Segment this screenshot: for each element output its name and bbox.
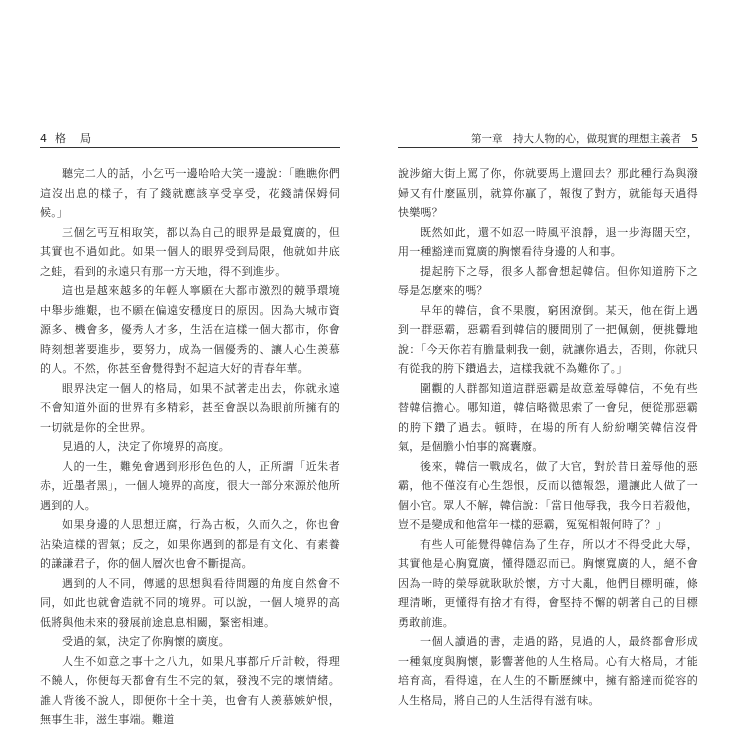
paragraph: 提起胯下之辱，很多人都會想起韓信。但你知道胯下之辱是怎麼來的嗎？ [398, 264, 698, 297]
paragraph: 見過的人，決定了你境界的高度。 [62, 440, 230, 453]
left-header-rule [40, 147, 340, 148]
right-page-number: 5 [691, 131, 698, 145]
left-running-title: 格局 [55, 132, 105, 145]
left-page-number: 4 [40, 131, 47, 145]
paragraph: 人生不如意之事十之八九，如果凡事都斤斤計較，得理不饒人，你便每天都會有生不完的氣，發洩不完的壞情緒。誰人背後不說人，即便你十全十美，也會有人羨慕嫉妒恨，無事生非，滋生事端。難道 [40, 654, 340, 726]
paragraph: 眼界決定一個人的格局，如果不試著走出去，你就永遠不會知道外面的世界有多精彩，甚至會誤以為眼前所擁有的一切就是你的全世界。 [40, 381, 340, 434]
left-page-body [40, 164, 340, 730]
paragraph: 早年的韓信，食不果腹，窮困潦倒。某天，他在街上遇到一群惡霸，惡霸看到韓信的腰間別了一把佩劍，便挑釁地說：「今天你若有膽量刺我一劍，就讓你過去，否則，你就只有從我的胯下鑽過去，這樣我就不為難你了。」 [398, 303, 698, 375]
paragraph: 三個乞丐互相取笑，都以為自己的眼界是最寬廣的，但其實也不過如此。如果一個人的眼界受到局限，他就如井底之蛙，看到的永遠只有那一方天地，得不到進步。 [40, 225, 340, 278]
right-page [398, 130, 698, 710]
paragraph: 如果身邊的人思想迂腐，行為古板，久而久之，你也會沾染這樣的習氣；反之，如果你遇到的都是有文化、有素養的謙謙君子，你的個人層次也會不斷提高。 [40, 518, 340, 570]
left-page [40, 130, 340, 730]
paragraph: 圍觀的人群都知道這群惡霸是故意羞辱韓信，不免有些替韓信擔心。哪知道，韓信略微思索了一會兒，便從那惡霸的胯下鑽了過去。頓時，在場的所有人紛紛嘲笑韓信沒骨氣，是個膽小怕事的窩囊廢。 [398, 381, 698, 453]
paragraph: 後來，韓信一戰成名，做了大官，對於昔日羞辱他的惡霸，他不僅沒有心生怨恨，反而以德報怨，還讓此人做了一個小官。眾人不解，韓信說：「當日他辱我，我今日若殺他，豈不是變成和他當年一樣的惡霸，冤冤相報何時了？」 [398, 459, 698, 531]
right-page-header [398, 130, 698, 146]
paragraph: 有些人可能覺得韓信為了生存，所以才不得受此大辱，其實他是心胸寬廣，懂得隱忍而已。胸懷寬廣的人，絕不會因為一時的榮辱就耿耿於懷，方寸大亂，他們目標明確，條理清晰，更懂得有捨才有得，會堅持不懈的朝著自己的目標勇敢前進。 [398, 537, 698, 629]
paragraph: 這也是越來越多的年輕人寧願在大都市激烈的競爭環境中舉步維艱，也不願在偏遠安穩度日的原因。因為大城市資源多、機會多，優秀人才多，生活在這樣一個大都市，你會時刻想著要進步，要努力，成為一個優秀的、讓人心生羨慕的人。不然，你甚至會覺得對不起這大好的青春年華。 [40, 284, 340, 375]
paragraph: 聽完二人的話，小乞丐一邊哈哈大笑一邊說：「瞧瞧你們這沒出息的樣子，有了錢就應該享受享受，花錢請保姆伺候。」 [40, 167, 340, 219]
paragraph: 既然如此，還不如忍一時風平浪靜，退一步海闊天空，用一種豁達而寬廣的胸懷看待身邊的人和事。 [398, 225, 698, 258]
paragraph: 受過的氣，決定了你胸懷的廣度。 [62, 635, 230, 648]
paragraph: 人的一生，難免會遇到形形色色的人，正所謂「近朱者赤，近墨者黑」，一個人境界的高度，很大一部分來源於他所遇到的人。 [40, 459, 340, 512]
paragraph: 說涉縮大街上罵了你，你就要馬上還回去？那此種行為與潑婦又有什麼區別，就算你贏了，報復了對方，就能每天過得快樂嗎？ [398, 167, 698, 219]
right-running-title: 第一章 持大人物的心，做現實的理想主義者 [471, 132, 681, 145]
right-header-rule [398, 147, 698, 148]
paragraph: 遇到的人不同，傳遞的思想與看待問題的角度自然會不同，如此也就會造就不同的境界。可以說，一個人境界的高低將與他未來的發展前途息息相關，緊密相連。 [40, 576, 340, 629]
paragraph: 一個人讀過的書，走過的路，見過的人，最終都會形成一種氣度與胸懷，影響著他的人生格局。心有大格局，才能培育高，看得遠，在人生的不斷歷練中，擁有豁達而從容的人生格局，將自己的人生活得有滋有味。 [398, 635, 698, 707]
right-page-body [398, 164, 698, 710]
left-page-header [40, 130, 340, 146]
